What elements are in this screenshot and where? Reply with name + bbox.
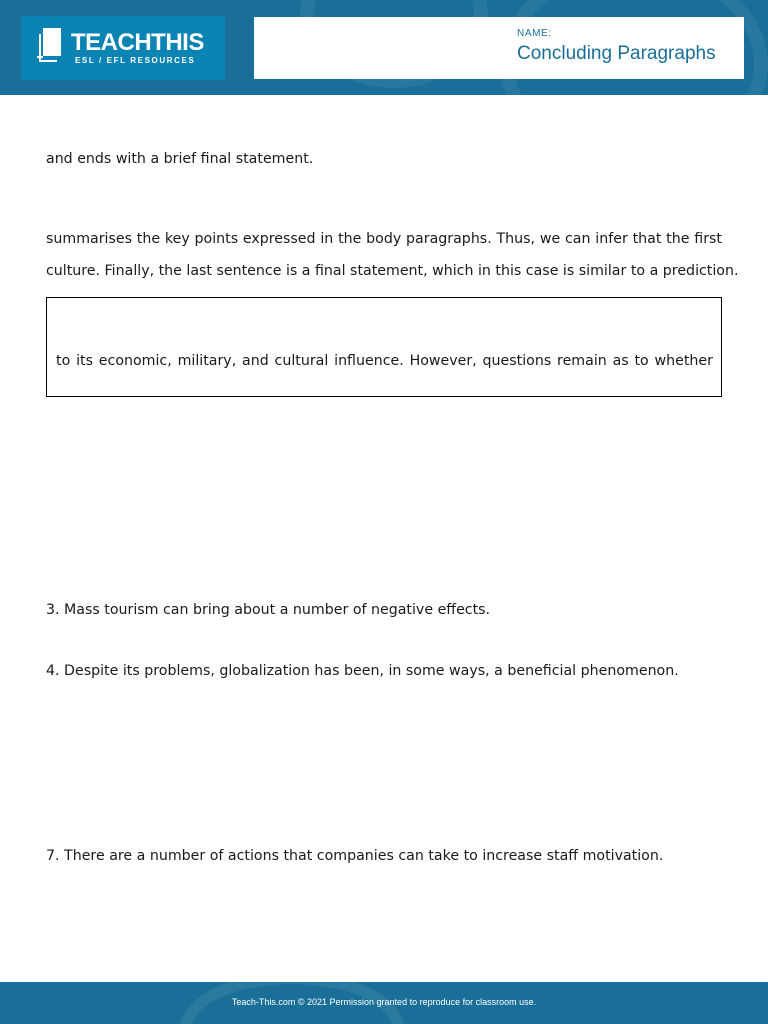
logo-tagline: ESL / EFL RESOURCES bbox=[75, 56, 196, 65]
page-header bbox=[0, 0, 768, 95]
document-title: Concluding Paragraphs bbox=[517, 43, 716, 64]
example-paragraph-box bbox=[46, 297, 722, 397]
title-panel bbox=[254, 17, 744, 79]
logo-wordmark: TEACHTHIS bbox=[71, 29, 204, 56]
body-text-line: culture. Finally, the last sentence is a final statement, which in this case is similar to a prediction. bbox=[46, 263, 739, 279]
book-icon bbox=[35, 26, 67, 64]
exercise-item-7: 7. There are a number of actions that companies can take to increase staff motivation. bbox=[46, 848, 664, 864]
copyright-notice: Teach-This.com © 2021 Permission granted to reproduce for classroom use. bbox=[231, 997, 537, 1007]
body-text-line: and ends with a brief final statement. bbox=[46, 151, 314, 167]
body-text-line: summarises the key points expressed in the body paragraphs. Thus, we can infer that the first bbox=[46, 231, 722, 247]
name-label: NAME: bbox=[517, 28, 552, 39]
exercise-item-4: 4. Despite its problems, globalization has been, in some ways, a beneficial phenomenon. bbox=[46, 663, 679, 679]
page-footer bbox=[0, 982, 768, 1024]
example-paragraph-line: to its economic, military, and cultural influence. However, questions remain as to whether bbox=[56, 353, 713, 369]
teachthis-logo bbox=[21, 16, 225, 80]
exercise-item-3: 3. Mass tourism can bring about a number of negative effects. bbox=[46, 602, 491, 618]
